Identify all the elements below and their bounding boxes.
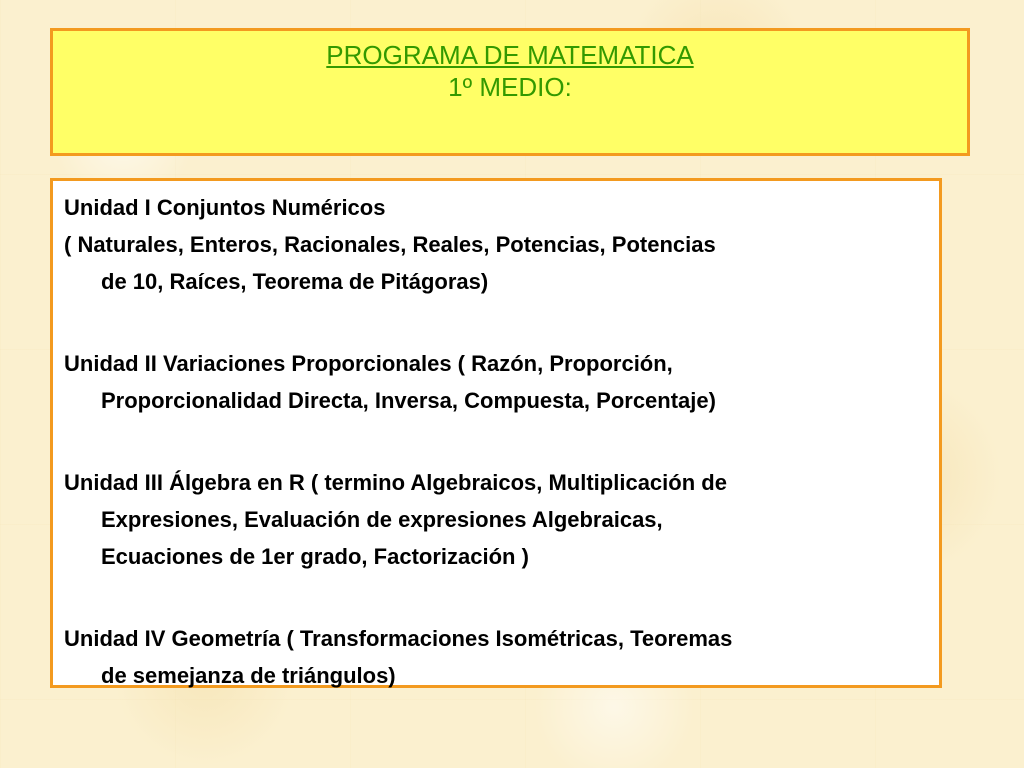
unit-3-line-3: Ecuaciones de 1er grado, Factorización ) bbox=[101, 544, 529, 569]
content-box bbox=[50, 178, 942, 688]
unit-4 bbox=[64, 620, 929, 694]
unit-1-topics-line-2: de 10, Raíces, Teorema de Pitágoras) bbox=[101, 269, 489, 294]
unit-3 bbox=[64, 464, 929, 575]
unit-2 bbox=[64, 345, 929, 419]
unit-1-topics bbox=[64, 226, 929, 300]
unit-1-heading-text: Unidad I Conjuntos Numéricos bbox=[64, 195, 386, 220]
unit-3-line-1: Unidad III Álgebra en R ( termino Algebraicos, Multiplicación de bbox=[64, 470, 727, 495]
unit-4-line-1: Unidad IV Geometría ( Transformaciones Isométricas, Teoremas bbox=[64, 626, 733, 651]
unit-2-line-2: Proporcionalidad Directa, Inversa, Compuesta, Porcentaje) bbox=[101, 388, 716, 413]
title-subtitle: 1º MEDIO: bbox=[448, 72, 572, 102]
title-main: PROGRAMA DE MATEMATICA bbox=[326, 40, 694, 70]
unit-4-line-2: de semejanza de triángulos) bbox=[101, 663, 396, 688]
spacer bbox=[64, 419, 929, 464]
spacer bbox=[64, 575, 929, 620]
spacer bbox=[64, 300, 929, 345]
unit-3-line-2: Expresiones, Evaluación de expresiones Algebraicas, bbox=[101, 507, 663, 532]
unit-1-topics-line-1: ( Naturales, Enteros, Racionales, Reales, Potencias, Potencias bbox=[64, 232, 716, 257]
title-box bbox=[50, 28, 970, 156]
unit-2-line-1: Unidad II Variaciones Proporcionales ( Razón, Proporción, bbox=[64, 351, 673, 376]
unit-1-heading bbox=[64, 189, 929, 226]
